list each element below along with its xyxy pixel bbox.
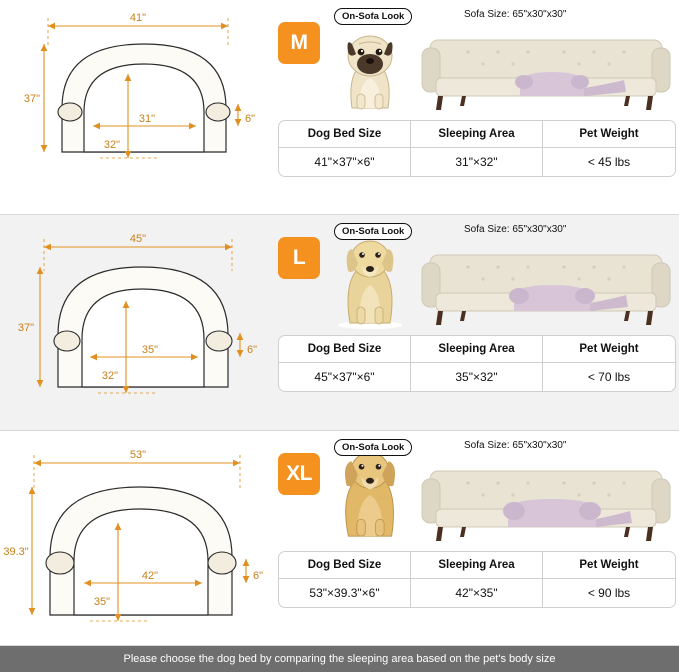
dim-thickness-xl: 6": [252, 569, 264, 582]
golden-retriever-illustration: [324, 441, 416, 545]
info-pane-xl: [272, 431, 679, 645]
cell-pet-weight: < 90 lbs: [587, 585, 631, 600]
table-row: [279, 579, 675, 607]
dog-photo-xl: [324, 441, 416, 545]
dim-width-m: 41": [129, 12, 147, 24]
cell-pet-weight: < 70 lbs: [587, 370, 631, 385]
dim-thickness-l: 6": [246, 344, 258, 357]
cell-bed-size: 41"×37"×6": [279, 148, 411, 176]
cell-bed-size: 45"×37"×6": [279, 363, 411, 391]
spec-table-xl: [278, 551, 676, 608]
dim-inner-depth-l: 32": [101, 370, 119, 383]
dim-thickness-m: 6": [244, 113, 256, 125]
diagram-l: [0, 215, 272, 429]
pug-illustration: [326, 22, 414, 114]
size-row-m: [0, 0, 679, 215]
sofa-size-label-xl: Sofa Size: 65"x30"x30": [464, 439, 567, 451]
sofa-photo-m: [416, 10, 676, 114]
spec-table-m: [278, 120, 676, 177]
on-sofa-look-tag-xl: On-Sofa Look: [334, 439, 412, 456]
table-row: [279, 363, 675, 391]
size-badge-xl: XL: [278, 453, 320, 495]
header-pet-weight: Pet Weight: [543, 336, 675, 363]
header-sleeping-area: Sleeping Area: [411, 336, 543, 363]
bed-dimension-drawing-xl: [0, 431, 272, 643]
sofa-photo-xl: [416, 441, 676, 545]
sofa-size-label-l: Sofa Size: 65"x30"x30": [464, 224, 567, 236]
header-bed-size: Dog Bed Size: [279, 336, 411, 363]
dim-inner-width-m: 31": [138, 113, 156, 125]
photo-area-m: [278, 6, 676, 114]
table-row: [279, 148, 675, 176]
dog-photo-l: [324, 225, 416, 329]
size-row-xl: [0, 431, 679, 646]
info-pane-l: [272, 215, 679, 429]
dim-height-l: 37": [17, 322, 35, 335]
dim-inner-depth-m: 32": [103, 139, 121, 151]
dim-inner-width-xl: 42": [141, 569, 159, 582]
table-header-row: [279, 336, 675, 363]
size-badge-m: M: [278, 22, 320, 64]
bed-dimension-drawing-m: [0, 0, 272, 196]
sofa-size-label-m: Sofa Size: 65"x30"x30": [464, 9, 567, 20]
table-header-row: [279, 552, 675, 579]
dim-width-xl: 53": [129, 448, 147, 461]
cell-bed-size: 53"×39.3"×6": [279, 579, 411, 607]
dog-photo-m: [324, 10, 416, 114]
header-bed-size: Dog Bed Size: [279, 552, 411, 579]
header-pet-weight: Pet Weight: [543, 552, 675, 579]
photo-area-xl: [278, 437, 676, 545]
diagram-xl: [0, 431, 272, 645]
info-pane-m: [272, 0, 679, 214]
on-sofa-look-tag-l: On-Sofa Look: [334, 223, 412, 240]
dim-inner-depth-xl: 35": [93, 595, 111, 608]
header-pet-weight: Pet Weight: [543, 121, 675, 148]
cell-sleeping-area: 42"×35": [411, 579, 543, 607]
on-sofa-look-tag-m: On-Sofa Look: [334, 8, 412, 25]
cell-pet-weight: < 45 lbs: [587, 155, 631, 169]
cell-sleeping-area: 31"×32": [411, 148, 543, 176]
header-sleeping-area: Sleeping Area: [411, 121, 543, 148]
size-row-l: [0, 215, 679, 430]
dim-height-xl: 39.3": [3, 545, 29, 558]
sofa-with-bed-illustration: [416, 22, 676, 114]
cell-sleeping-area: 35"×32": [411, 363, 543, 391]
sofa-photo-l: [416, 225, 676, 329]
diagram-m: [0, 0, 272, 214]
spec-table-l: [278, 335, 676, 392]
size-badge-l: L: [278, 237, 320, 279]
dim-inner-width-l: 35": [141, 344, 159, 357]
photo-area-l: [278, 221, 676, 329]
header-sleeping-area: Sleeping Area: [411, 552, 543, 579]
sofa-with-bed-illustration: [416, 453, 676, 545]
table-header-row: [279, 121, 675, 148]
bed-dimension-drawing-l: [0, 215, 272, 427]
dim-height-m: 37": [23, 93, 41, 105]
footer-note: Please choose the dog bed by comparing the sleeping area based on the pet's body size: [0, 646, 679, 672]
dim-width-l: 45": [129, 233, 147, 246]
header-bed-size: Dog Bed Size: [279, 121, 411, 148]
labrador-illustration: [324, 231, 416, 329]
sofa-with-bed-illustration: [416, 237, 676, 329]
